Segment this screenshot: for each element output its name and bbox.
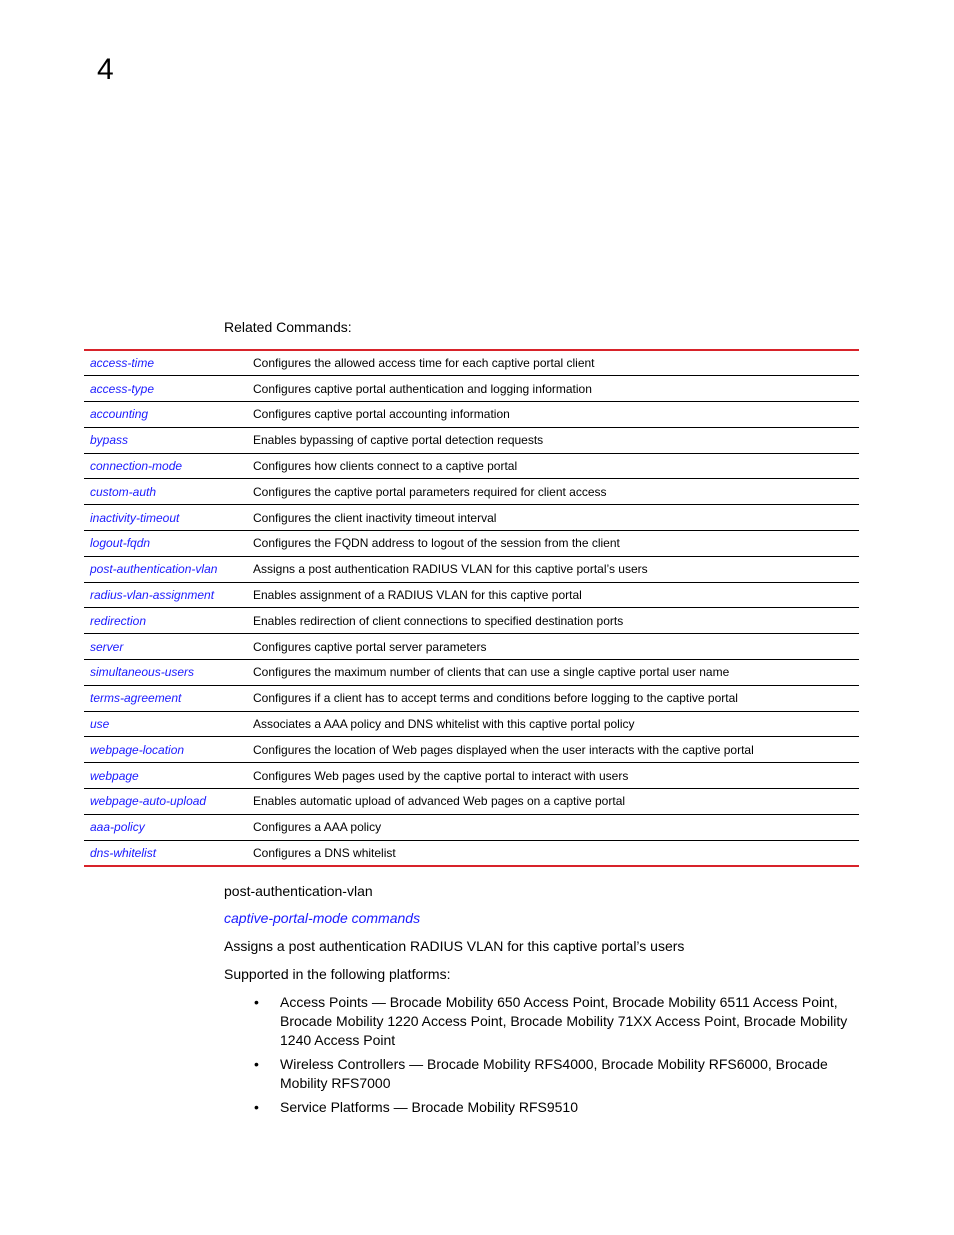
table-row xyxy=(84,789,859,815)
table-row xyxy=(84,763,859,789)
table-row xyxy=(84,531,859,557)
list-item xyxy=(254,1098,866,1117)
command-description: Enables bypassing of captive portal detection requests xyxy=(247,427,859,453)
table-row xyxy=(84,660,859,686)
command-link[interactable]: connection-mode xyxy=(84,453,247,479)
command-link[interactable]: dns-whitelist xyxy=(84,840,247,866)
command-link[interactable]: use xyxy=(84,711,247,737)
table-row xyxy=(84,427,859,453)
command-description: Enables redirection of client connections to specified destination ports xyxy=(247,608,859,634)
related-commands-table xyxy=(84,349,859,867)
command-link[interactable]: webpage-location xyxy=(84,737,247,763)
table-row xyxy=(84,453,859,479)
command-link[interactable]: webpage-auto-upload xyxy=(84,789,247,815)
mode-commands-link[interactable]: captive-portal-mode commands xyxy=(224,910,421,926)
command-link[interactable]: redirection xyxy=(84,608,247,634)
command-description: Configures a DNS whitelist xyxy=(247,840,859,866)
bullet-icon: • xyxy=(254,994,259,1010)
command-description: Associates a AAA policy and DNS whitelist with this captive portal policy xyxy=(247,711,859,737)
platform-text: Wireless Controllers — Brocade Mobility RFS4000, Brocade Mobility RFS6000, Brocade Mobility RFS7000 xyxy=(280,1056,828,1091)
command-link[interactable]: inactivity-timeout xyxy=(84,505,247,531)
chapter-number: 4 xyxy=(97,53,114,86)
command-link[interactable]: accounting xyxy=(84,402,247,428)
table-row xyxy=(84,350,859,376)
command-description: Configures the allowed access time for each captive portal client xyxy=(247,350,859,376)
command-link[interactable]: access-type xyxy=(84,376,247,402)
command-link[interactable]: logout-fqdn xyxy=(84,531,247,557)
command-description: Configures a AAA policy xyxy=(247,814,859,840)
command-link[interactable]: custom-auth xyxy=(84,479,247,505)
command-description: Configures how clients connect to a captive portal xyxy=(247,453,859,479)
table-row xyxy=(84,634,859,660)
command-description: Assigns a post authentication RADIUS VLAN for this captive portal’s users xyxy=(247,556,859,582)
command-description: Configures if a client has to accept terms and conditions before logging to the captive portal xyxy=(247,685,859,711)
command-description: Enables automatic upload of advanced Web pages on a captive portal xyxy=(247,789,859,815)
command-description: Configures the FQDN address to logout of the session from the client xyxy=(247,531,859,557)
table-row xyxy=(84,582,859,608)
platform-text: Access Points — Brocade Mobility 650 Access Point, Brocade Mobility 6511 Access Point, Brocade Mobility 1220 Access Point, Brocade Mobility 71XX Access Point, Brocade Mobility 1240 Access Point xyxy=(280,994,848,1048)
command-description: Configures Web pages used by the captive portal to interact with users xyxy=(247,763,859,789)
command-description: Configures the location of Web pages displayed when the user interacts with the captive portal xyxy=(247,737,859,763)
table-row xyxy=(84,479,859,505)
list-item xyxy=(254,993,866,1050)
table-row xyxy=(84,402,859,428)
command-description: Enables assignment of a RADIUS VLAN for this captive portal xyxy=(247,582,859,608)
command-description: Configures captive portal server parameters xyxy=(247,634,859,660)
platforms-list xyxy=(254,993,866,1122)
bullet-icon: • xyxy=(254,1099,259,1115)
bullet-icon: • xyxy=(254,1056,259,1072)
command-description: Configures the maximum number of clients that can use a single captive portal user name xyxy=(247,660,859,686)
section-heading: post-authentication-vlan xyxy=(224,883,373,899)
command-link[interactable]: post-authentication-vlan xyxy=(84,556,247,582)
table-row xyxy=(84,376,859,402)
table-row xyxy=(84,711,859,737)
command-summary: Assigns a post authentication RADIUS VLAN for this captive portal’s users xyxy=(224,938,685,954)
related-commands-heading: Related Commands: xyxy=(224,319,352,335)
command-link[interactable]: aaa-policy xyxy=(84,814,247,840)
command-link[interactable]: server xyxy=(84,634,247,660)
table-row xyxy=(84,685,859,711)
supported-platforms-intro: Supported in the following platforms: xyxy=(224,966,451,982)
table-row xyxy=(84,608,859,634)
table-row xyxy=(84,556,859,582)
platform-text: Service Platforms — Brocade Mobility RFS9510 xyxy=(280,1099,578,1115)
table-row xyxy=(84,505,859,531)
command-link[interactable]: terms-agreement xyxy=(84,685,247,711)
command-description: Configures the captive portal parameters required for client access xyxy=(247,479,859,505)
table-row xyxy=(84,814,859,840)
command-link[interactable]: access-time xyxy=(84,350,247,376)
list-item xyxy=(254,1055,866,1093)
command-link[interactable]: webpage xyxy=(84,763,247,789)
command-description: Configures captive portal accounting information xyxy=(247,402,859,428)
command-description: Configures the client inactivity timeout interval xyxy=(247,505,859,531)
command-link[interactable]: simultaneous-users xyxy=(84,660,247,686)
table-row xyxy=(84,840,859,866)
related-commands-body xyxy=(84,350,859,866)
command-link[interactable]: radius-vlan-assignment xyxy=(84,582,247,608)
command-description: Configures captive portal authentication and logging information xyxy=(247,376,859,402)
table-row xyxy=(84,737,859,763)
command-link[interactable]: bypass xyxy=(84,427,247,453)
